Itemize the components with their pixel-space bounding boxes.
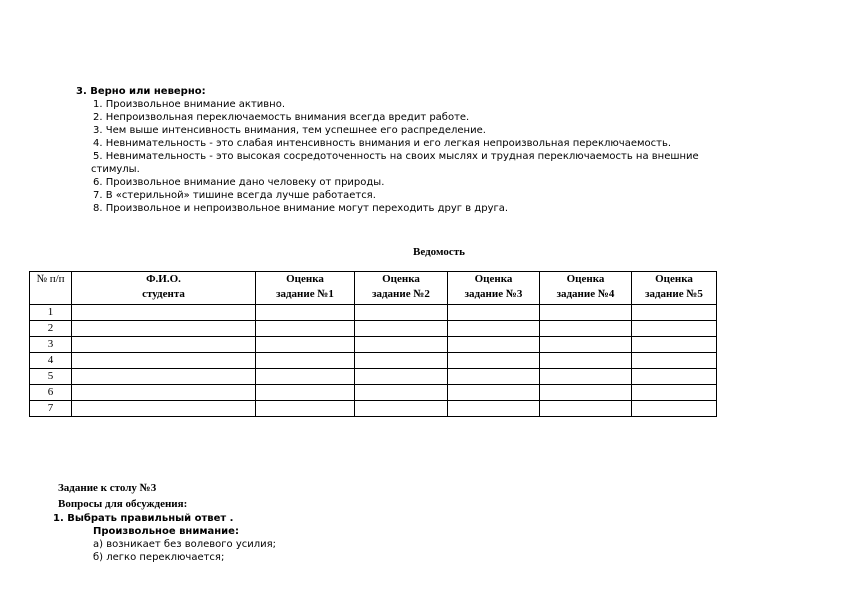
row-number: 6	[30, 385, 72, 401]
table-row	[30, 369, 717, 385]
grade-cell	[540, 401, 632, 417]
grade-cell	[256, 369, 355, 385]
grade-cell	[632, 385, 717, 401]
grade-cell	[540, 369, 632, 385]
grade-cell	[355, 385, 448, 401]
row-number: 1	[30, 305, 72, 321]
statement-7: 7. В «стерильной» тишине всегда лучше работается.	[93, 190, 376, 201]
statement-2: 2. Непроизвольная переключаемость внимания всегда вредит работе.	[93, 112, 470, 123]
grade-cell	[540, 385, 632, 401]
grade-cell	[448, 337, 540, 353]
grade-cell	[632, 305, 717, 321]
grade-cell	[448, 353, 540, 369]
grade-cell	[448, 321, 540, 337]
task-title: Задание к столу №3	[58, 482, 157, 494]
table-row	[30, 321, 717, 337]
grade-cell	[632, 369, 717, 385]
grade-cell	[256, 321, 355, 337]
statement-1: 1. Произвольное внимание активно.	[93, 99, 285, 110]
grade-cell	[355, 369, 448, 385]
question3-heading: 3. Верно или неверно:	[76, 86, 206, 97]
table-row	[30, 385, 717, 401]
student-name-cell	[72, 321, 256, 337]
statement-8: 8. Произвольное и непроизвольное внимание могут переходить друг в друга.	[93, 203, 509, 214]
question1-heading: 1. Выбрать правильный ответ .	[53, 513, 234, 524]
statement-4: 4. Невнимательность - это слабая интенсивность внимания и его легкая непроизвольная переключаемость.	[93, 138, 672, 149]
header-grade-task-3: Оценка задание №3	[448, 272, 540, 305]
statement-3: 3. Чем выше интенсивность внимания, тем успешнее его распределение.	[93, 125, 486, 136]
grade-cell	[256, 385, 355, 401]
grade-cell	[355, 353, 448, 369]
question1-option-a: а) возникает без волевого усилия;	[93, 539, 277, 550]
grade-cell	[355, 337, 448, 353]
grade-cell	[355, 305, 448, 321]
grade-cell	[540, 337, 632, 353]
table-row	[30, 353, 717, 369]
grade-cell	[632, 401, 717, 417]
grade-cell	[256, 353, 355, 369]
grade-cell	[355, 321, 448, 337]
statement-5: 5. Невнимательность - это высокая сосредоточенность на своих мыслях и трудная переключаемость на внешние	[93, 151, 699, 162]
student-name-cell	[72, 337, 256, 353]
row-number: 7	[30, 401, 72, 417]
grade-cell	[632, 321, 717, 337]
row-number: 2	[30, 321, 72, 337]
grade-cell	[448, 401, 540, 417]
header-number: № п/п	[30, 272, 72, 305]
student-name-cell	[72, 385, 256, 401]
row-number: 3	[30, 337, 72, 353]
student-name-cell	[72, 401, 256, 417]
grade-cell	[448, 385, 540, 401]
grade-cell	[256, 401, 355, 417]
row-number: 5	[30, 369, 72, 385]
header-student-name: Ф.И.О. студента	[72, 272, 256, 305]
grade-cell	[540, 305, 632, 321]
statement-5-continuation: стимулы.	[91, 164, 140, 175]
row-number: 4	[30, 353, 72, 369]
header-grade-task-2: Оценка задание №2	[355, 272, 448, 305]
grade-cell	[256, 305, 355, 321]
table-header-row	[30, 272, 717, 305]
student-name-cell	[72, 369, 256, 385]
grade-cell	[540, 321, 632, 337]
sheet-title: Ведомость	[413, 246, 465, 258]
grade-cell	[448, 305, 540, 321]
header-grade-task-4: Оценка задание №4	[540, 272, 632, 305]
student-name-cell	[72, 353, 256, 369]
grade-cell	[448, 369, 540, 385]
question3-statements	[93, 98, 773, 215]
student-name-cell	[72, 305, 256, 321]
question1-option-b: б) легко переключается;	[93, 552, 225, 563]
table-row	[30, 401, 717, 417]
question1-subheading: Произвольное внимание:	[93, 526, 239, 537]
table-row	[30, 337, 717, 353]
grade-cell	[540, 353, 632, 369]
grade-cell	[256, 337, 355, 353]
grade-cell	[355, 401, 448, 417]
header-grade-task-1: Оценка задание №1	[256, 272, 355, 305]
table-row	[30, 305, 717, 321]
header-grade-task-5: Оценка задание №5	[632, 272, 717, 305]
grade-cell	[632, 337, 717, 353]
discussion-questions-label: Вопросы для обсуждения:	[58, 498, 188, 510]
statement-6: 6. Произвольное внимание дано человеку от природы.	[93, 177, 385, 188]
grade-cell	[632, 353, 717, 369]
grade-sheet-table	[29, 271, 717, 417]
